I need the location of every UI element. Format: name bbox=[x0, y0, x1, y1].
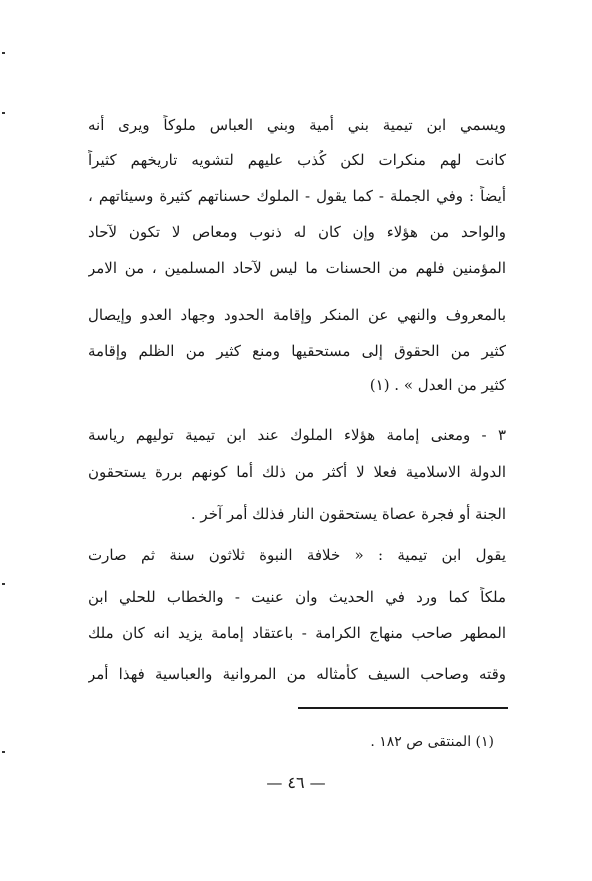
edge-mark-top bbox=[2, 52, 5, 54]
body-line: ٣ - ومعنى إمامة هؤلاء الملوك عند ابن تيمية توليهم رياسة bbox=[88, 426, 506, 444]
footnote-divider bbox=[298, 707, 508, 709]
body-line: والواحد من هؤلاء وإن كان له ذنوب ومعاص لا تكون لآحاد bbox=[88, 223, 506, 241]
body-line: الجنة أو فجرة عصاة يستحقون النار فذلك أمر آخر . bbox=[190, 505, 506, 523]
body-line: يقول ابن تيمية : « خلافة النبوة ثلاثون سنة ثم صارت bbox=[88, 546, 506, 564]
body-line: الدولة الاسلامية فعلا لا أكثر من ذلك أما كونهم بررة يستحقون bbox=[88, 463, 506, 481]
body-line: ملكاً كما ورد في الحديث وان عنيت - والخطاب للحلي ابن bbox=[88, 588, 506, 606]
body-line: كثير من العدل » . (١) bbox=[369, 376, 506, 394]
footnote: (١) المنتقى ص ١٨٢ . bbox=[370, 734, 494, 750]
body-line: كثير من الحقوق إلى مستحقيها ومنع كثير من الظلم وإقامة bbox=[88, 342, 506, 360]
body-line: وقته وصاحب السيف كأمثاله من المروانية والعباسية فهذا أمر bbox=[88, 665, 506, 683]
body-line: ويسمي ابن تيمية بني أمية وبني العباس ملوكاً ويرى أنه bbox=[88, 116, 506, 134]
body-line: كانت لهم منكرات لكن كُذب عليهم لتشويه تاريخهم كثيراً bbox=[88, 151, 506, 169]
body-line: المطهر صاحب منهاج الكرامة - باعتقاد إمامة يزيد انه كان ملك bbox=[88, 624, 506, 642]
body-line: بالمعروف والنهي عن المنكر وإقامة الحدود وجهاد العدو وإيصال bbox=[88, 306, 506, 324]
edge-mark-lower bbox=[2, 583, 5, 585]
page-number: — ٤٦ — bbox=[266, 773, 326, 792]
edge-mark-bottom bbox=[2, 751, 5, 753]
body-line: أيضاً : وفي الجملة - كما يقول - الملوك حسناتهم كثيرة وسيئاتهم ، bbox=[88, 187, 506, 205]
body-line: المؤمنين فلهم من الحسنات ما ليس لآحاد المسلمين ، من الامر bbox=[88, 259, 506, 277]
edge-mark-upper bbox=[2, 112, 5, 114]
